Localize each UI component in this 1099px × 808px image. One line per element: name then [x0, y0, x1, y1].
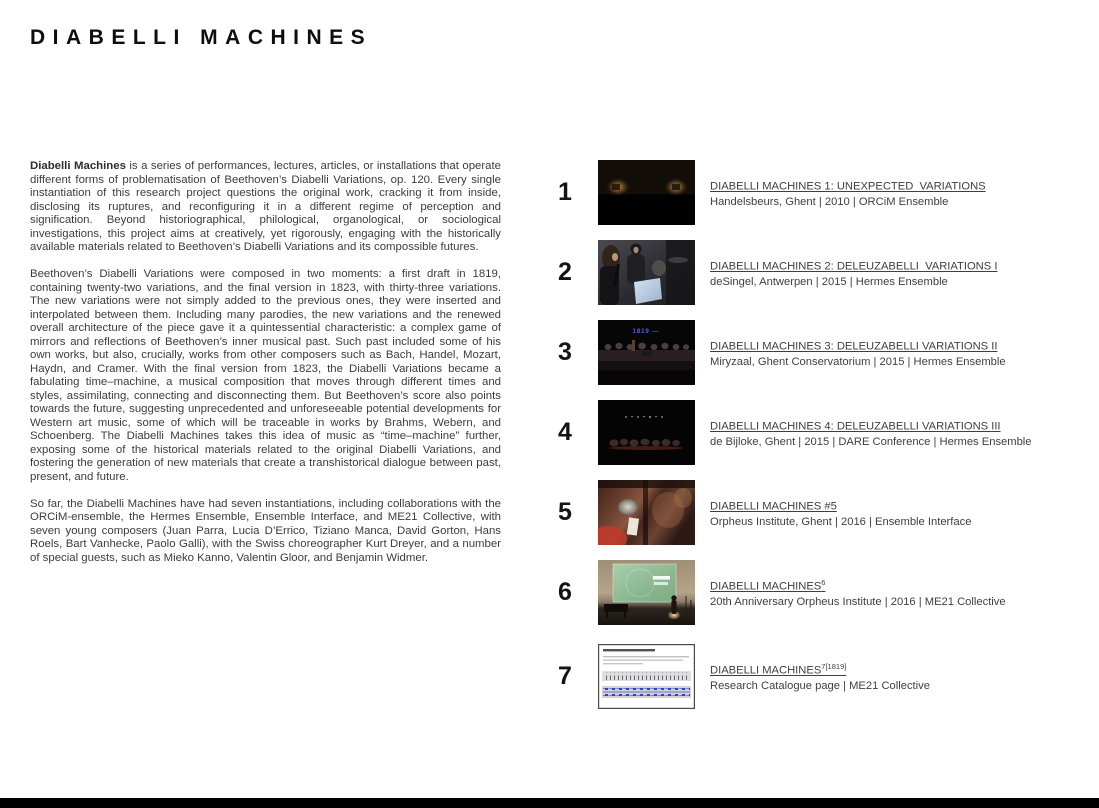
stage-photo-dark-arches: [598, 160, 695, 225]
project-link-7[interactable]: DIABELLI $MACHINES^{7[1819]}$: [710, 662, 847, 677]
paragraph-2: Beethoven’s Diabelli Variations were composed in two moments: a first draft in 1819, containing twenty-two variations, and the final version in 1823, with thirty-three variations. The new variations were not simply added to the previous ones, they were inserted and interpolated between them. Including many parodies, the new variations and the renewed overall architecture of the piece gave it a quintessential characteristic: a complex game of mirrors and reflections of Beethoven’s inner musical past. Such past included some of his own works, but also, crucially, works from other composers such as Bach, Handel, Mozart, Haydn, and Cramer. With the final version from 1823, the Diabelli Variations became a fabulating time–machine, a musical composition that moves through different times and styles, assimilating, connecting and disconnecting them. But Beethoven’s score also points towards the future, suggesting unprecedented and unforeseeable potential developments for Western art music, some of which will be traceable in works by Brahms, Webern, and Schoenberg. The Diabelli Machines takes this idea of music as “time–machine” further, exposing some of the historical materials related to the original Diabelli Variations, and fostering the generation of new materials that create a transhistorical dialogue between past, present, and future.: [30, 268, 501, 483]
stage-photo-orchestra-1819: [598, 320, 695, 385]
stage-photo-green-projection: [598, 560, 695, 625]
project-row-6: [558, 560, 1088, 625]
project-number: 6: [558, 578, 572, 606]
project-thumbnail-4[interactable]: [598, 400, 695, 465]
project-link-3[interactable]: DIABELLI MACHINES 3: DELEUZABELLI VARIATIONS II: [710, 340, 998, 353]
project-number: 3: [558, 338, 572, 366]
project-row-3: [558, 320, 1088, 385]
page-title: DIABELLI MACHINES: [30, 26, 373, 49]
project-subtitle-6: 20th Anniversary Orpheus Institute | 2016 | ME21 Collective: [710, 595, 1006, 608]
project-number: 5: [558, 498, 572, 526]
project-meta: [710, 496, 971, 529]
project-subtitle-5: Orpheus Institute, Ghent | 2016 | Ensemble Interface: [710, 515, 972, 528]
project-row-5: [558, 480, 1088, 545]
project-meta: [710, 576, 1006, 609]
project-subtitle-1: Handelsbeurs, Ghent | 2010 | ORCiM Ensemble: [710, 195, 949, 208]
project-thumbnail-2[interactable]: [598, 240, 695, 305]
project-subtitle-4: de Bijloke, Ghent | 2015 | DARE Conference | Hermes Ensemble: [710, 435, 1032, 448]
projection-text: 1819 —: [632, 329, 660, 335]
project-number: 1: [558, 178, 572, 206]
paragraph-body: is a series of performances, lectures, articles, or installations that operate different forms of problematisation of Beethoven’s Diabelli Variations, op. 120. Every single instantiation of this research project questions the original work, cracking it from inside, disclosing its ruptures, and reconfiguring it in a different regime of perception and signification. Beyond historiographical, philological, organological, or sociological investigations, this project aims at creatively, yet rigorously, engaging with the historically available materials related to Beethoven’s Diabelli Variations and its compossible futures.: [30, 160, 501, 253]
project-meta: [710, 176, 986, 209]
project-thumbnail-1[interactable]: [598, 160, 695, 225]
paragraph-1: [30, 160, 501, 255]
research-catalogue-page-preview: [598, 644, 695, 709]
project-subtitle-3: Miryzaal, Ghent Conservatorium | 2015 | Hermes Ensemble: [710, 355, 1006, 368]
stage-photo-dark-ensemble: [598, 400, 695, 465]
paragraph-lead: Diabelli Machines: [30, 160, 126, 172]
bottom-black-bar: [0, 798, 1099, 808]
project-number: 7: [558, 662, 572, 690]
project-number: 4: [558, 418, 572, 446]
project-meta: [710, 416, 1032, 449]
project-meta: [710, 336, 1006, 369]
project-link-4[interactable]: DIABELLI MACHINES 4: DELEUZABELLI VARIATIONS III: [710, 420, 1001, 433]
paragraph-3: So far, the Diabelli Machines have had seven instantiations, including collaborations with the ORCiM-ensemble, the Hermes Ensemble, Ensemble Interface, and ME21 Collective, with seven young composers (Juan Parra, Lucia D’Errico, Tiziano Manca, David Gorton, Hans Roels, Bart Vanhecke, Paolo Galli), with the Swiss choreographer Kurt Dreyer, and a number of special guests, such as Mieko Kanno, Valentin Gloor, and Benjamin Widmer.: [30, 497, 501, 564]
project-subtitle-7: Research Catalogue page | ME21 Collective: [710, 679, 930, 692]
project-meta: [710, 256, 997, 289]
project-row-7: [558, 644, 1088, 709]
project-meta: [710, 660, 930, 693]
project-link-1[interactable]: DIABELLI MACHINES 1: UNEXPECTED VARIATIONS: [710, 180, 986, 193]
project-thumbnail-7[interactable]: [598, 644, 695, 709]
intro-text: [30, 160, 501, 579]
project-thumbnail-3[interactable]: [598, 320, 695, 385]
project-list: [558, 160, 1088, 724]
project-row-2: [558, 240, 1088, 305]
project-thumbnail-6[interactable]: [598, 560, 695, 625]
project-subtitle-2: deSingel, Antwerpen | 2015 | Hermes Ensemble: [710, 275, 948, 288]
project-link-6[interactable]: DIABELLI MACHINES$^6$: [710, 578, 826, 593]
stage-photo-warm-installation: [598, 480, 695, 545]
project-row-4: [558, 400, 1088, 465]
project-row-1: [558, 160, 1088, 225]
project-thumbnail-5[interactable]: [598, 480, 695, 545]
stage-photo-musicians: [598, 240, 695, 305]
project-link-2[interactable]: DIABELLI MACHINES 2: DELEUZABELLI VARIATIONS I: [710, 260, 998, 273]
project-number: 2: [558, 258, 572, 286]
project-link-5[interactable]: DIABELLI MACHINES #5: [710, 500, 837, 513]
